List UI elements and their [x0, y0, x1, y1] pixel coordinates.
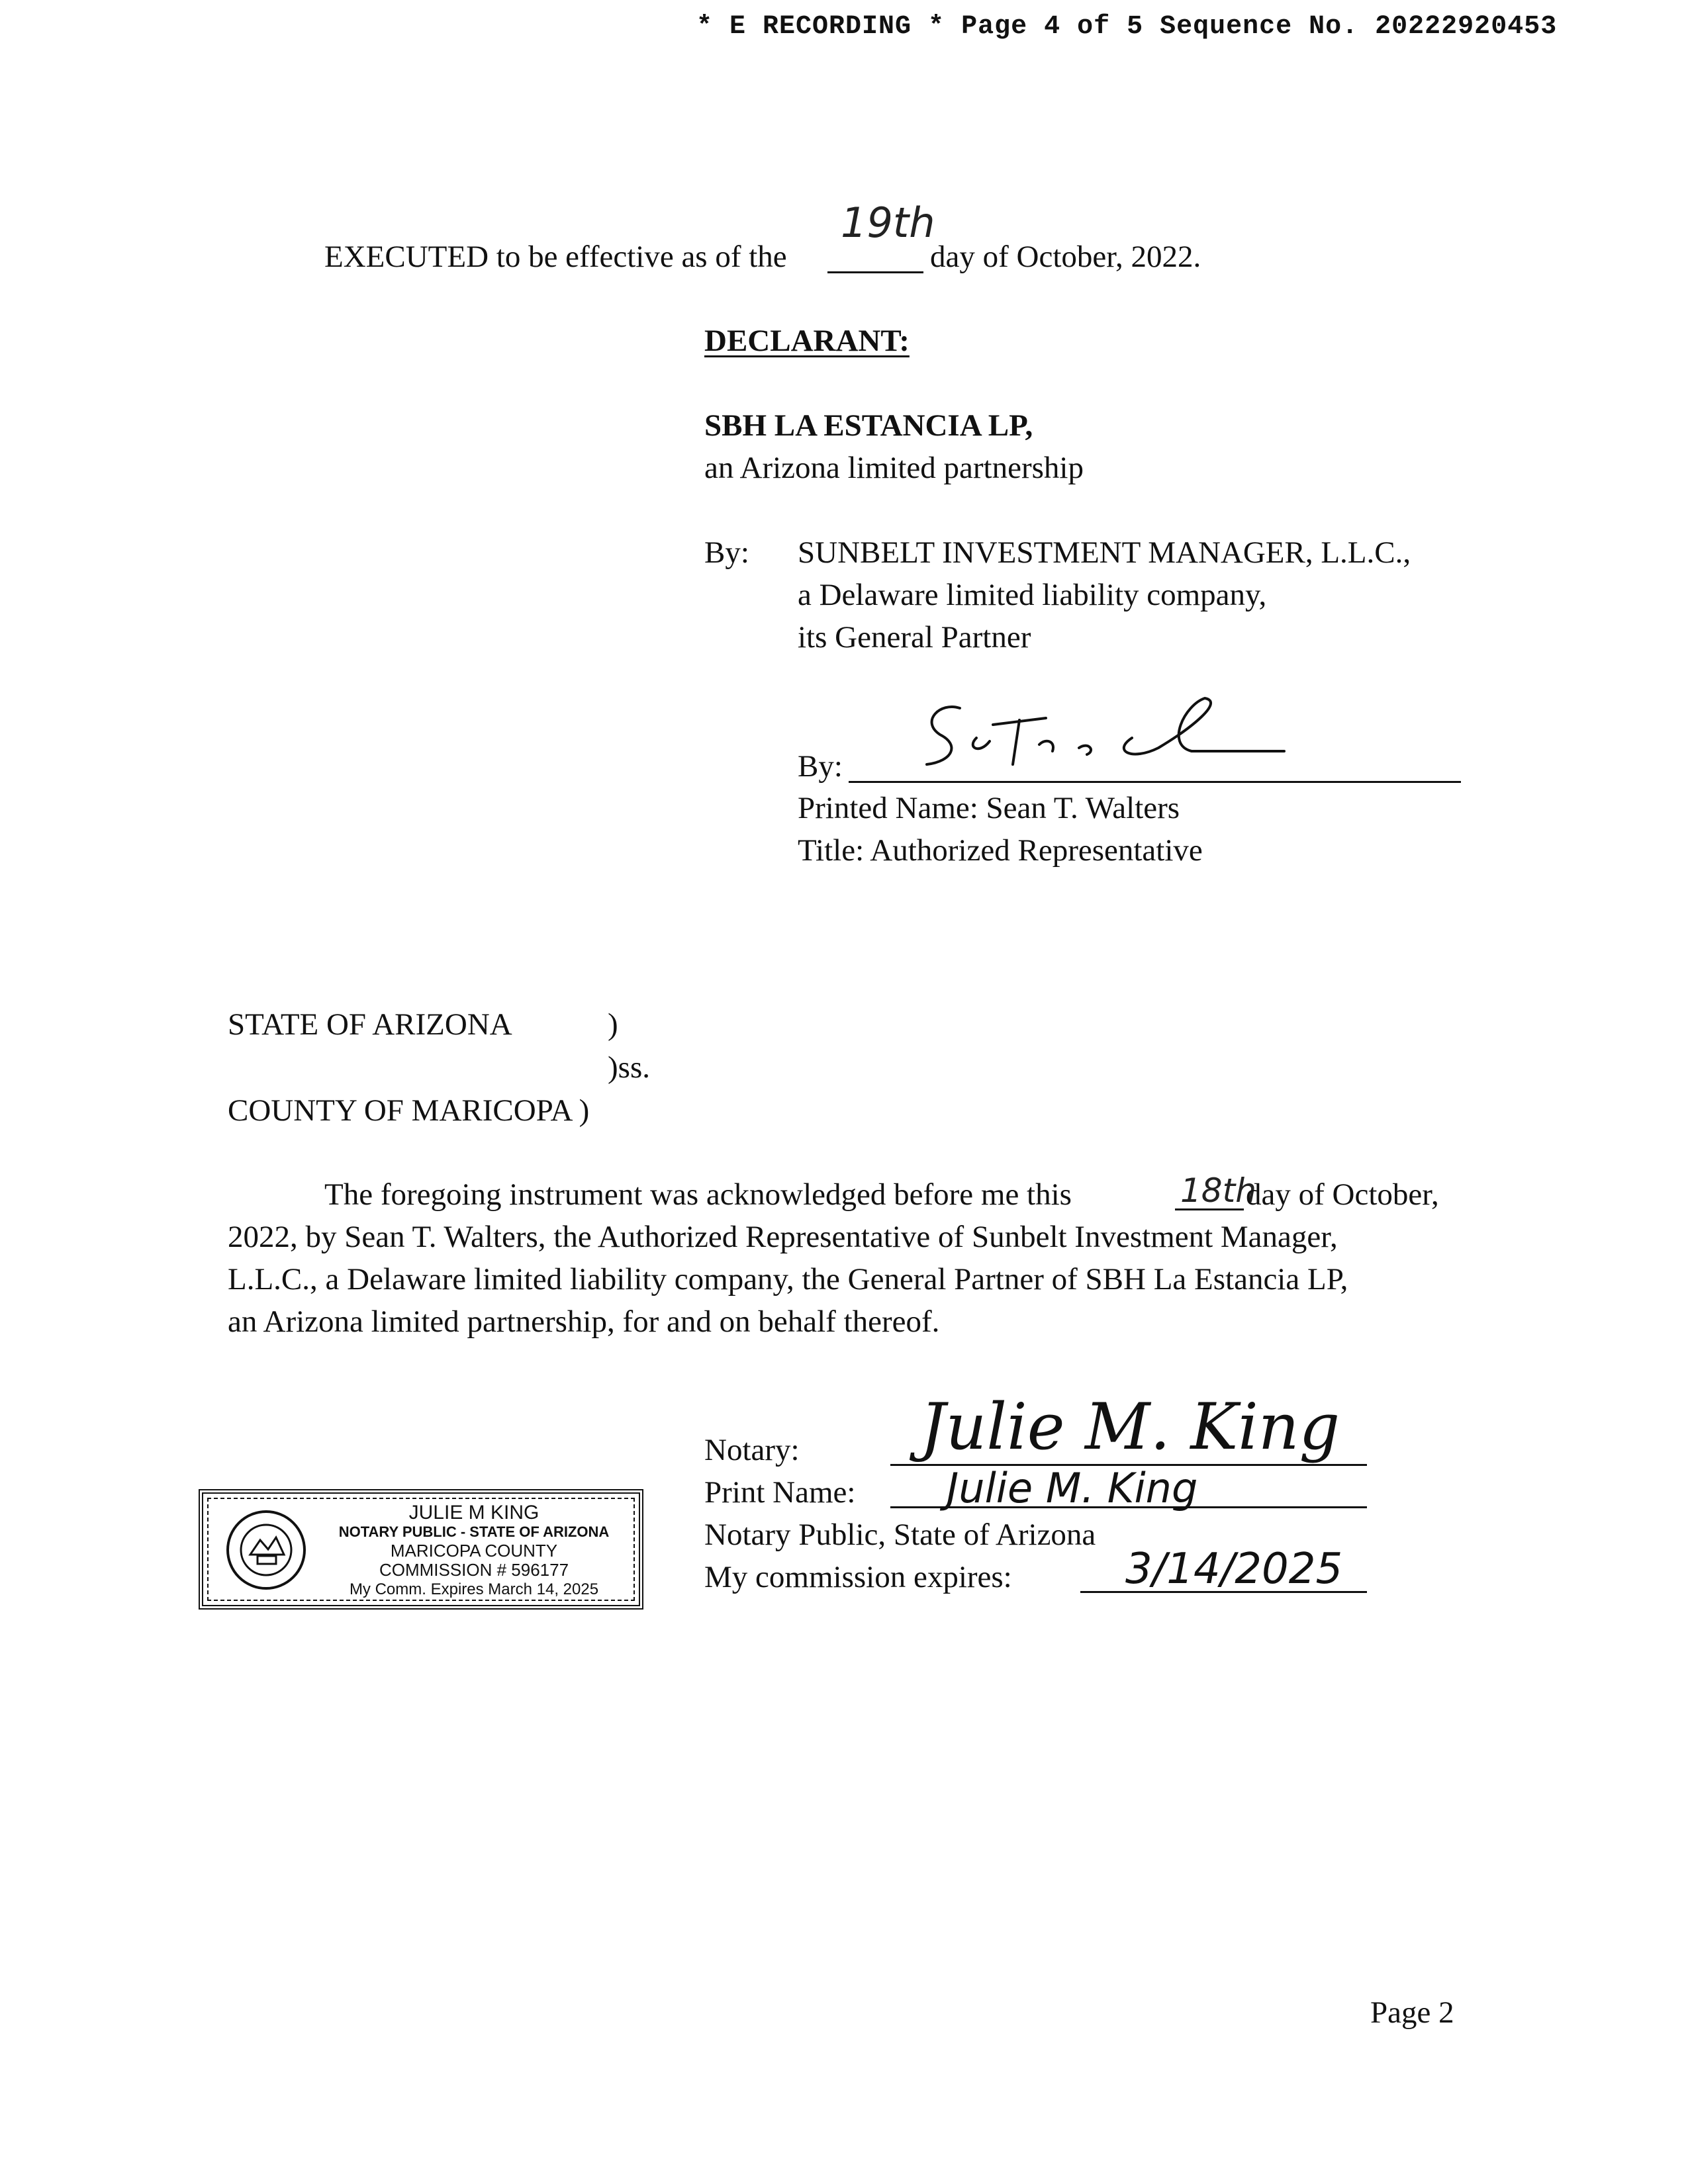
stamp-expires: My Comm. Expires March 14, 2025	[349, 1580, 599, 1598]
notary-signature: Julie M. King	[920, 1390, 1340, 1464]
commission-expires-label: My commission expires:	[704, 1560, 1012, 1594]
notary-stamp	[199, 1489, 643, 1610]
execution-day-handwritten: 19th	[841, 199, 935, 247]
ack-line1-prefix: The foregoing instrument was acknowledged before me this	[324, 1177, 1072, 1212]
printed-name: Printed Name: Sean T. Walters	[798, 791, 1180, 825]
notary-public-line: Notary Public, State of Arizona	[704, 1518, 1096, 1552]
ack-line1-suffix: day of October,	[1246, 1177, 1439, 1212]
stamp-commission: COMMISSION # 596177	[379, 1560, 569, 1580]
general-partner-name: SUNBELT INVESTMENT MANAGER, L.L.C.,	[798, 535, 1411, 570]
general-partner-type: a Delaware limited liability company,	[798, 578, 1267, 612]
signature-by-label: By:	[798, 749, 843, 784]
execution-suffix: day of October, 2022.	[930, 240, 1201, 274]
execution-prefix: EXECUTED to be effective as of the	[324, 240, 787, 274]
declarant-entity-name: SBH LA ESTANCIA LP,	[704, 408, 1033, 443]
declarant-heading: DECLARANT:	[704, 324, 910, 358]
print-name-label: Print Name:	[704, 1475, 856, 1510]
declarant-entity-type: an Arizona limited partnership	[704, 451, 1084, 485]
print-name-handwritten: Julie M. King	[947, 1464, 1198, 1512]
ack-line2: 2022, by Sean T. Walters, the Authorized Representative of Sunbelt Investment Manager,	[228, 1220, 1338, 1254]
commission-expires-handwritten: 3/14/2025	[1125, 1545, 1343, 1594]
stamp-name: JULIE M KING	[408, 1502, 539, 1524]
declarant-signature	[914, 688, 1297, 781]
general-partner-role: its General Partner	[798, 620, 1031, 655]
signature-line	[849, 781, 1461, 783]
stamp-county: MARICOPA COUNTY	[390, 1541, 558, 1561]
recording-header: * E RECORDING * Page 4 of 5 Sequence No. 20222920453	[696, 12, 1558, 42]
ack-line4: an Arizona limited partnership, for and on behalf thereof.	[228, 1304, 940, 1339]
venue-paren: )	[608, 1007, 618, 1042]
venue-ss: )ss.	[608, 1050, 650, 1085]
execution-day-line	[827, 271, 923, 273]
signer-title: Title: Authorized Representative	[798, 833, 1203, 868]
state-seal-icon	[220, 1508, 312, 1592]
venue-state: STATE OF ARIZONA	[228, 1007, 512, 1042]
ack-day-handwritten: 18th	[1180, 1171, 1256, 1210]
stamp-notary-public: NOTARY PUBLIC - STATE OF ARIZONA	[338, 1524, 610, 1540]
venue-county: COUNTY OF MARICOPA )	[228, 1093, 590, 1128]
declarant-by-label: By:	[704, 535, 749, 570]
ack-line3: L.L.C., a Delaware limited liability company, the General Partner of SBH La Estancia LP,	[228, 1262, 1348, 1297]
page-number: Page 2	[1370, 1995, 1454, 2030]
notary-label: Notary:	[704, 1433, 800, 1467]
